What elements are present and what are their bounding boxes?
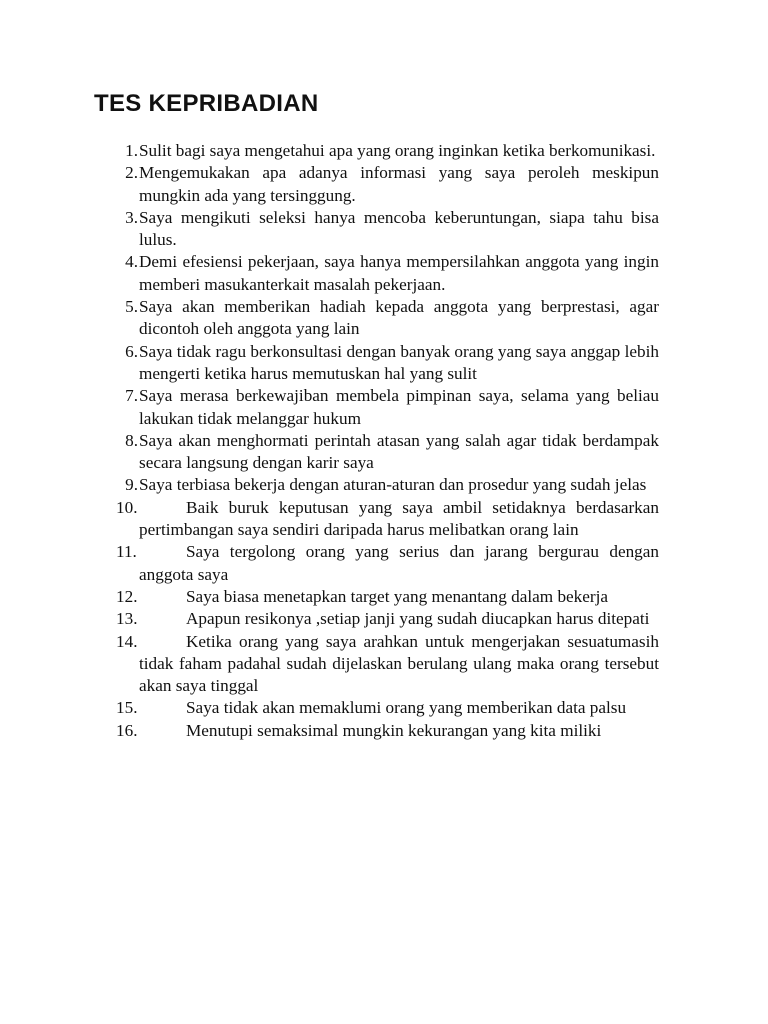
item-text: Saya tidak akan memaklumi orang yang memberikan data palsu	[186, 698, 627, 718]
item-text: Apapun resikonya ,setiap janji yang sudah diucapkan harus ditepati	[186, 609, 650, 629]
item-text: Mengemukakan apa adanya informasi yang saya peroleh meskipun mungkin ada yang tersinggung.	[139, 163, 659, 205]
item-number: 14.	[116, 631, 138, 651]
list-item	[0, 296, 768, 341]
list-item	[0, 341, 768, 386]
item-number: 7.	[125, 386, 138, 406]
list-item	[0, 385, 768, 430]
item-text: Menutupi semaksimal mungkin kekurangan yang kita miliki	[186, 720, 602, 740]
item-number: 10.	[116, 497, 138, 517]
item-number: 12.	[116, 586, 138, 606]
list-item	[0, 207, 768, 252]
item-number: 3.	[125, 207, 138, 227]
item-text: Saya biasa menetapkan target yang menantang dalam bekerja	[186, 586, 609, 606]
list-item	[0, 541, 768, 586]
item-number: 16.	[116, 720, 138, 740]
item-text: Saya tergolong orang yang serius dan jarang bergurau dengan anggota saya	[139, 542, 659, 584]
item-text: Saya terbiasa bekerja dengan aturan-aturan dan prosedur yang sudah jelas	[139, 475, 647, 495]
list-item	[0, 631, 768, 698]
item-text: Saya mengikuti seleksi hanya mencoba keberuntungan, siapa tahu bisa lulus.	[139, 207, 659, 250]
list-item	[0, 586, 768, 608]
item-text: Baik buruk keputusan yang saya ambil setidaknya berdasarkan pertimbangan saya sendiri daripada harus melibatkan orang lain	[139, 497, 659, 540]
item-number: 1.	[125, 141, 138, 160]
list-item	[0, 497, 768, 542]
item-number: 8.	[125, 430, 138, 450]
item-number: 5.	[125, 297, 138, 317]
item-number: 15.	[116, 698, 138, 718]
list-item	[0, 140, 768, 162]
item-number: 11.	[116, 542, 137, 562]
item-number: 9.	[125, 475, 138, 495]
list-item	[0, 162, 768, 207]
item-number: 2.	[125, 163, 138, 183]
list-item	[0, 697, 768, 719]
item-text: Demi efesiensi pekerjaan, saya hanya mempersilahkan anggota yang ingin memberi masukanterkait masalah pekerjaan.	[139, 252, 659, 294]
list-item	[0, 720, 768, 742]
item-text: Saya akan menghormati perintah atasan yang salah agar tidak berdampak secara langsung dengan karir saya	[139, 430, 659, 473]
list-item	[0, 251, 768, 296]
list-item	[0, 608, 768, 630]
item-number: 13.	[116, 609, 138, 629]
item-number: 6.	[125, 341, 138, 361]
item-text: Saya merasa berkewajiban membela pimpinan saya, selama yang beliau lakukan tidak melanggar hukum	[139, 386, 659, 428]
item-text: Sulit bagi saya mengetahui apa yang orang inginkan ketika berkomunikasi.	[139, 141, 656, 160]
question-list	[0, 140, 768, 742]
item-text: Saya tidak ragu berkonsultasi dengan banyak orang yang saya anggap lebih mengerti ketika harus memutuskan hal yang sulit	[139, 341, 659, 383]
list-item	[0, 430, 768, 475]
item-text: Saya akan memberikan hadiah kepada anggota yang berprestasi, agar dicontoh oleh anggota yang lain	[139, 297, 659, 339]
item-text: Ketika orang yang saya arahkan untuk mengerjakan sesuatumasih tidak faham padahal sudah dijelaskan berulang ulang maka orang tersebut akan saya tinggal	[139, 631, 659, 696]
item-number: 4.	[125, 252, 138, 272]
list-item	[0, 474, 768, 496]
document-title: TES KEPRIBADIAN	[94, 90, 319, 117]
